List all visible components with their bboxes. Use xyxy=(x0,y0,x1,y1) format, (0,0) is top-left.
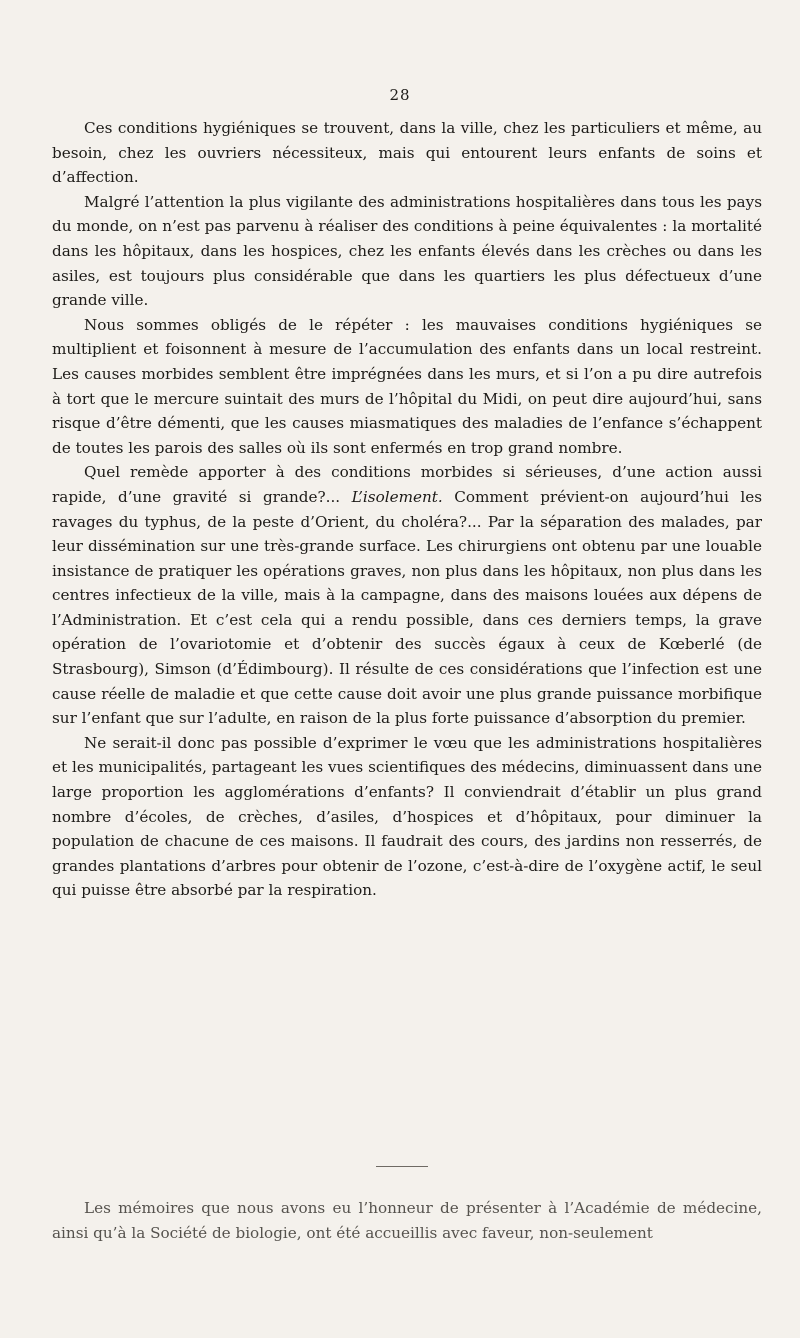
paragraph-1: Ces conditions hygiéniques se trouvent, dans la ville, chez les particuliers et même, au besoin, chez les ouvriers nécessiteux, mais qui entourent leurs enfants de soins et d’affection. xyxy=(52,119,762,187)
emphasis-isolement: L’isolement. xyxy=(351,487,443,506)
paragraph-4-part-1: Quel remède apporter à des conditions morbides si sérieuses, d’une action aussi rapide, d’une gravité si grande?... xyxy=(52,463,762,506)
body-text xyxy=(52,116,762,903)
footnote-text: Les mémoires que nous avons eu l’honneur de présenter à l’Académie de médecine, ainsi qu’à la Société de biologie, ont été accueillis avec faveur, non-seulement xyxy=(52,1199,762,1242)
paragraph-4-part-2: Comment prévient-on aujourd’hui les ravages du typhus, de la peste d’Orient, du choléra?... Par la séparation des malades, par leur dissémination sur une très-grande surface. Les chirurgiens ont obtenu par une louable insistance de pratiquer les opérations graves, non plus dans les hôpitaux, non plus dans les centres infectieux de la ville, mais à la campagne, dans des maisons louées aux dépens de l’Administration. Et c’est cela qui a rendu possible, dans ces derniers temps, la grave opération de l’ovariotomie et d’obtenir des succès égaux à ceux de Kœberlé (de Strasbourg), Simson (d’Édimbourg). Il résulte de ces considérations que l’infection est une cause réelle de maladie et que cette cause doit avoir une plus grande puissance morbifique sur l’enfant que sur l’adulte, en raison de la plus forte puissance d’absorption du premier. xyxy=(52,487,762,728)
footnote-separator xyxy=(376,1166,428,1167)
footnote xyxy=(52,1196,762,1245)
paragraph-4 xyxy=(52,460,762,731)
paragraph-2: Malgré l’attention la plus vigilante des administrations hospitalières dans tous les pays du monde, on n’est pas parvenu à réaliser des conditions à peine équivalentes : la mortalité dans les hôpitaux, dans les hospices, chez les enfants élevés dans les crèches ou dans les asiles, est toujours plus considérable que dans les quartiers les plus défectueux d’une grande ville. xyxy=(52,192,762,310)
paragraph-5: Ne serait-il donc pas possible d’exprimer le vœu que les administrations hospitalières et les municipalités, partageant les vues scientifiques des médecins, diminuassent dans une large proportion les agglomérations d’enfants? Il conviendrait d’établir un plus grand nombre d’écoles, de crèches, d’asiles, d’hospices et d’hôpitaux, pour diminuer la population de chacune de ces maisons. Il faudrait des cours, des jardins non resserrés, de grandes plantations d’arbres pour obtenir de l’ozone, c’est-à-dire de l’oxygène actif, le seul qui puisse être absorbé par la respiration. xyxy=(52,733,762,900)
page-number: 28 xyxy=(389,86,411,104)
paragraph-3: Nous sommes obligés de le répéter : les mauvaises conditions hygiéniques se multiplient et foisonnent à mesure de l’accumulation des enfants dans un local restreint. Les causes morbides semblent être imprégnées dans les murs, et si l’on a pu dire autrefois à tort que le mercure suintait des murs de l’hôpital du Midi, on peut dire aujourd’hui, sans risque d’être démenti, que les causes miasmatiques des maladies de l’enfance s’échappent de toutes les parois des salles où ils sont enfermés en trop grand nombre. xyxy=(52,315,762,457)
